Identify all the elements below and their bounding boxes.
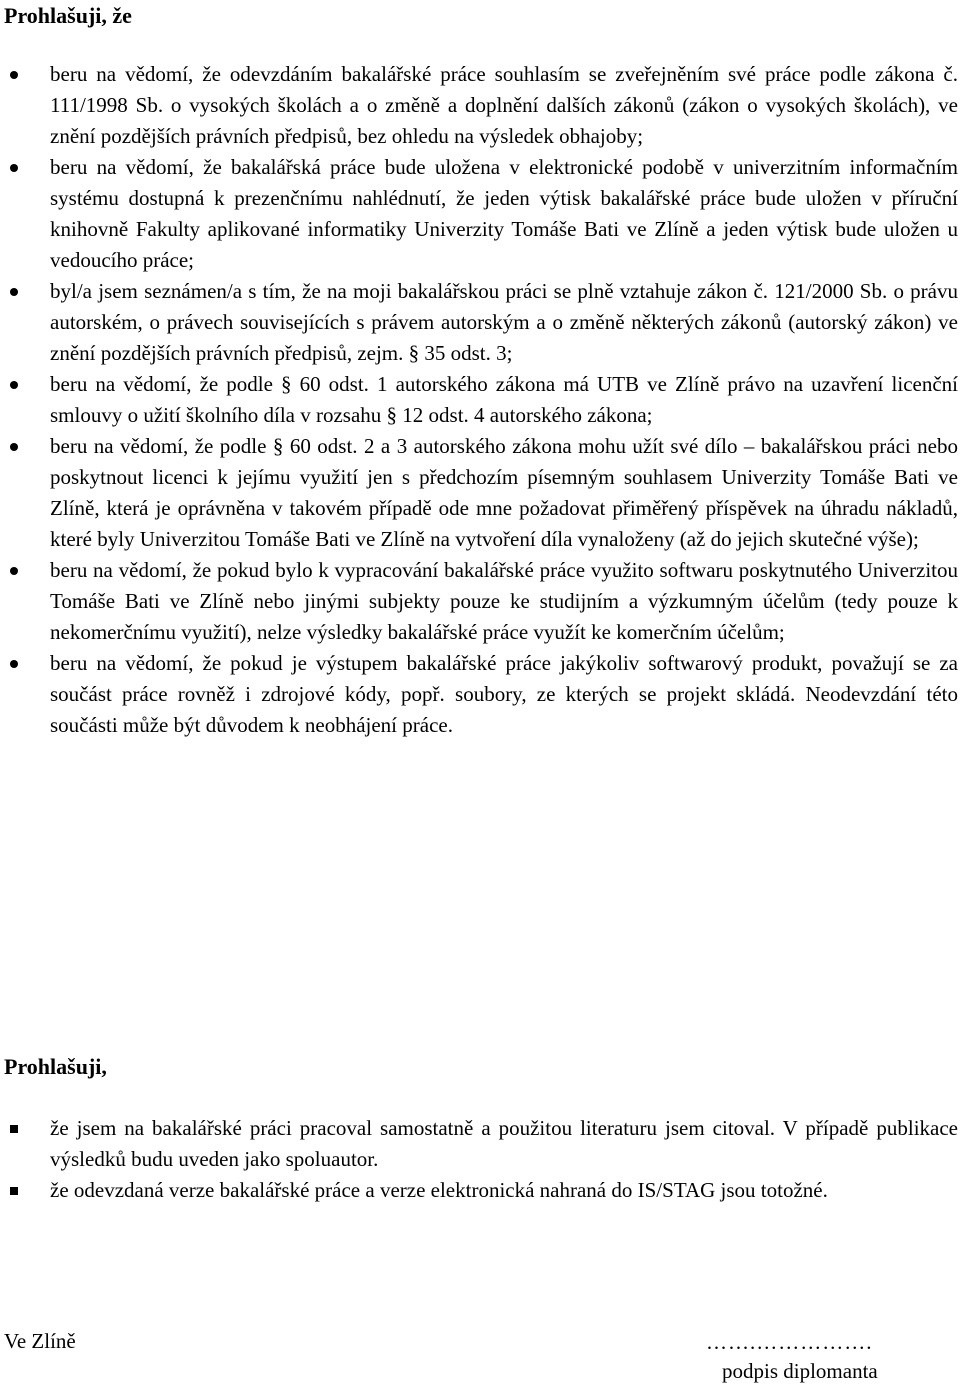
list-item bbox=[0, 152, 960, 276]
list-item-text: že jsem na bakalářské práci pracoval samostatně a použitou literaturu jsem citoval. V případě publikace výsledků budu uveden jako spoluautor. bbox=[50, 1116, 958, 1171]
list-item bbox=[0, 555, 960, 648]
bullet-dot-icon bbox=[6, 152, 22, 183]
declaration-heading: Prohlašuji, že bbox=[4, 3, 132, 28]
bullet-dot-icon bbox=[6, 648, 22, 679]
second-heading: Prohlašuji, bbox=[4, 1054, 107, 1079]
list-item-text: beru na vědomí, že odevzdáním bakalářské práce souhlasím se zveřejněním své práce podle zákona č. 111/1998 Sb. o vysokých školách a o změně a doplnění dalších zákonů (zákon o vysokých školách), ve znění pozdějších právních předpisů, bez ohledu na výsledek obhajoby; bbox=[50, 62, 958, 148]
list-item-text: byl/a jsem seznámen/a s tím, že na moji bakalářskou práci se plně vztahuje zákon č. 121/2000 Sb. o právu autorském, o právech souvisejících s právem autorským a o změně některých zákonů (autorský zákon) ve znění pozdějších právních předpisů, zejm. § 35 odst. 3; bbox=[50, 279, 958, 365]
bullet-dot-icon bbox=[6, 369, 22, 400]
list-item-text: beru na vědomí, že pokud je výstupem bakalářské práce jakýkoliv softwarový produkt, považují se za součást práce rovněž i zdrojové kódy, popř. soubory, ze kterých se projekt skládá. Neodevzdání této součásti může být důvodem k neobhájení práce. bbox=[50, 651, 958, 737]
bullet-dot-icon bbox=[6, 276, 22, 307]
list-item-text: beru na vědomí, že podle § 60 odst. 2 a 3 autorského zákona mohu užít své dílo – bakalářskou práci nebo poskytnout licenci k jejímu využití jen s předchozím písemným souhlasem Univerzity Tomáše Bati ve Zlíně, která je oprávněna v takovém případě ode mne požadovat přiměřený příspěvek na úhradu nákladů, které byly Univerzitou Tomáše Bati ve Zlíně na vytvoření díla vynaloženy (až do jejich skutečné výše); bbox=[50, 434, 958, 551]
list-item-text: beru na vědomí, že bakalářská práce bude uložena v elektronické podobě v univerzitním informačním systému dostupná k prezenčnímu nahlédnutí, že jeden výtisk bakalářské práce bude uložen v příruční knihovně Fakulty aplikované informatiky Univerzity Tomáše Bati ve Zlíně a jeden výtisk bude uložen u vedoucího práce; bbox=[50, 155, 958, 272]
list-item bbox=[0, 648, 960, 741]
list-item-text: beru na vědomí, že podle § 60 odst. 1 autorského zákona má UTB ve Zlíně právo na uzavření licenční smlouvy o užití školního díla v rozsahu § 12 odst. 4 autorského zákona; bbox=[50, 372, 958, 427]
bullet-dot-icon bbox=[6, 431, 22, 462]
bullet-dot-icon bbox=[6, 555, 22, 586]
signature-line: …….……………. bbox=[706, 1330, 873, 1354]
signature-label: podpis diplomanta bbox=[722, 1359, 878, 1383]
list-item bbox=[0, 1175, 960, 1206]
list-item bbox=[0, 276, 960, 369]
list-item bbox=[0, 1113, 960, 1175]
bullet-square-icon bbox=[6, 1175, 22, 1206]
list-item bbox=[0, 431, 960, 555]
list-item bbox=[0, 369, 960, 431]
signature-place: Ve Zlíně bbox=[4, 1329, 76, 1353]
declaration-list bbox=[0, 59, 960, 741]
list-item bbox=[0, 59, 960, 152]
bullet-square-icon bbox=[6, 1113, 22, 1144]
list-item-text: beru na vědomí, že pokud bylo k vypracování bakalářské práce využito softwaru poskytnutého Univerzitou Tomáše Bati ve Zlíně nebo jinými subjekty pouze ke studijním a výzkumným účelům (tedy pouze k nekomerčnímu využití), nelze výsledky bakalářské práce využít ke komerčním účelům; bbox=[50, 558, 958, 644]
bullet-dot-icon bbox=[6, 59, 22, 90]
statement-list bbox=[0, 1113, 960, 1206]
list-item-text: že odevzdaná verze bakalářské práce a verze elektronická nahraná do IS/STAG jsou totožné. bbox=[50, 1178, 828, 1202]
